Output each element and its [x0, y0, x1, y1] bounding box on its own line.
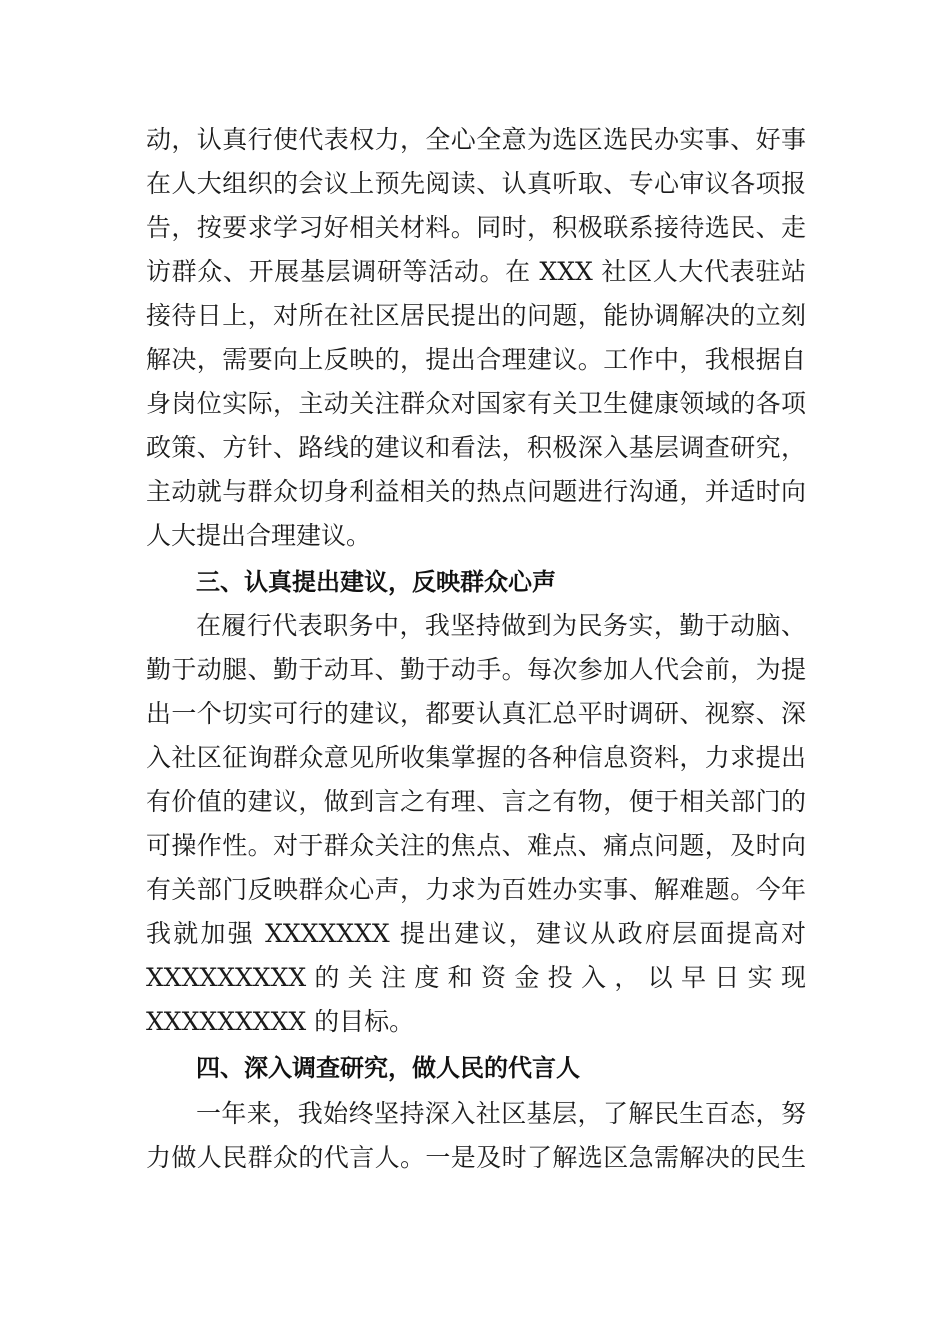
paragraph-line: 身岗位实际，主动关注群众对国家有关卫生健康领域的各项 — [146, 389, 806, 418]
paragraph-line: 动，认真行使代表权力，全心全意为选区选民办实事、好事 — [146, 125, 806, 154]
paragraph-line: XXXXXXXXX 的目标。 — [146, 1007, 415, 1036]
paragraph-line: 解决，需要向上反映的，提出合理建议。工作中，我根据自 — [146, 345, 806, 374]
paragraph-line: 政策、方针、路线的建议和看法，积极深入基层调查研究， — [146, 433, 806, 462]
paragraph-line: 接待日上，对所在社区居民提出的问题，能协调解决的立刻 — [146, 301, 806, 330]
paragraph-line: 一年来，我始终坚持深入社区基层，了解民生百态，努 — [196, 1099, 806, 1128]
paragraph-line: 勤于动腿、勤于动耳、勤于动手。每次参加人代会前，为提 — [146, 655, 806, 684]
paragraph-line: 告，按要求学习好相关材料。同时，积极联系接待选民、走 — [146, 213, 806, 242]
paragraph-line: 入社区征询群众意见所收集掌握的各种信息资料，力求提出 — [146, 743, 806, 772]
paragraph-line: 有关部门反映群众心声，力求为百姓办实事、解难题。今年 — [146, 875, 806, 904]
section-heading-4: 四、深入调查研究，做人民的代言人 — [196, 1054, 580, 1082]
paragraph-line: 出一个切实可行的建议，都要认真汇总平时调研、视察、深 — [146, 699, 806, 728]
paragraph-line: 力做人民群众的代言人。一是及时了解选区急需解决的民生 — [146, 1143, 806, 1172]
paragraph-line: 有价值的建议，做到言之有理、言之有物，便于相关部门的 — [146, 787, 806, 816]
section-heading-3: 三、认真提出建议，反映群众心声 — [196, 568, 556, 596]
paragraph-line: 我就加强 XXXXXXX 提出建议，建议从政府层面提高对 — [146, 919, 806, 948]
paragraph-line: 在履行代表职务中，我坚持做到为民务实，勤于动脑、 — [196, 611, 806, 640]
paragraph-line: 访群众、开展基层调研等活动。在 XXX 社区人大代表驻站 — [146, 257, 806, 286]
paragraph-line: 主动就与群众切身利益相关的热点问题进行沟通，并适时向 — [146, 477, 806, 506]
paragraph-line: 在人大组织的会议上预先阅读、认真听取、专心审议各项报 — [146, 169, 806, 198]
paragraph-line: 人大提出合理建议。 — [146, 521, 372, 550]
paragraph-line: 可操作性。对于群众关注的焦点、难点、痛点问题，及时向 — [146, 831, 806, 860]
paragraph-line: XXXXXXXXX 的 关 注 度 和 资 金 投 入 ， 以 早 日 实 现 — [146, 963, 806, 992]
